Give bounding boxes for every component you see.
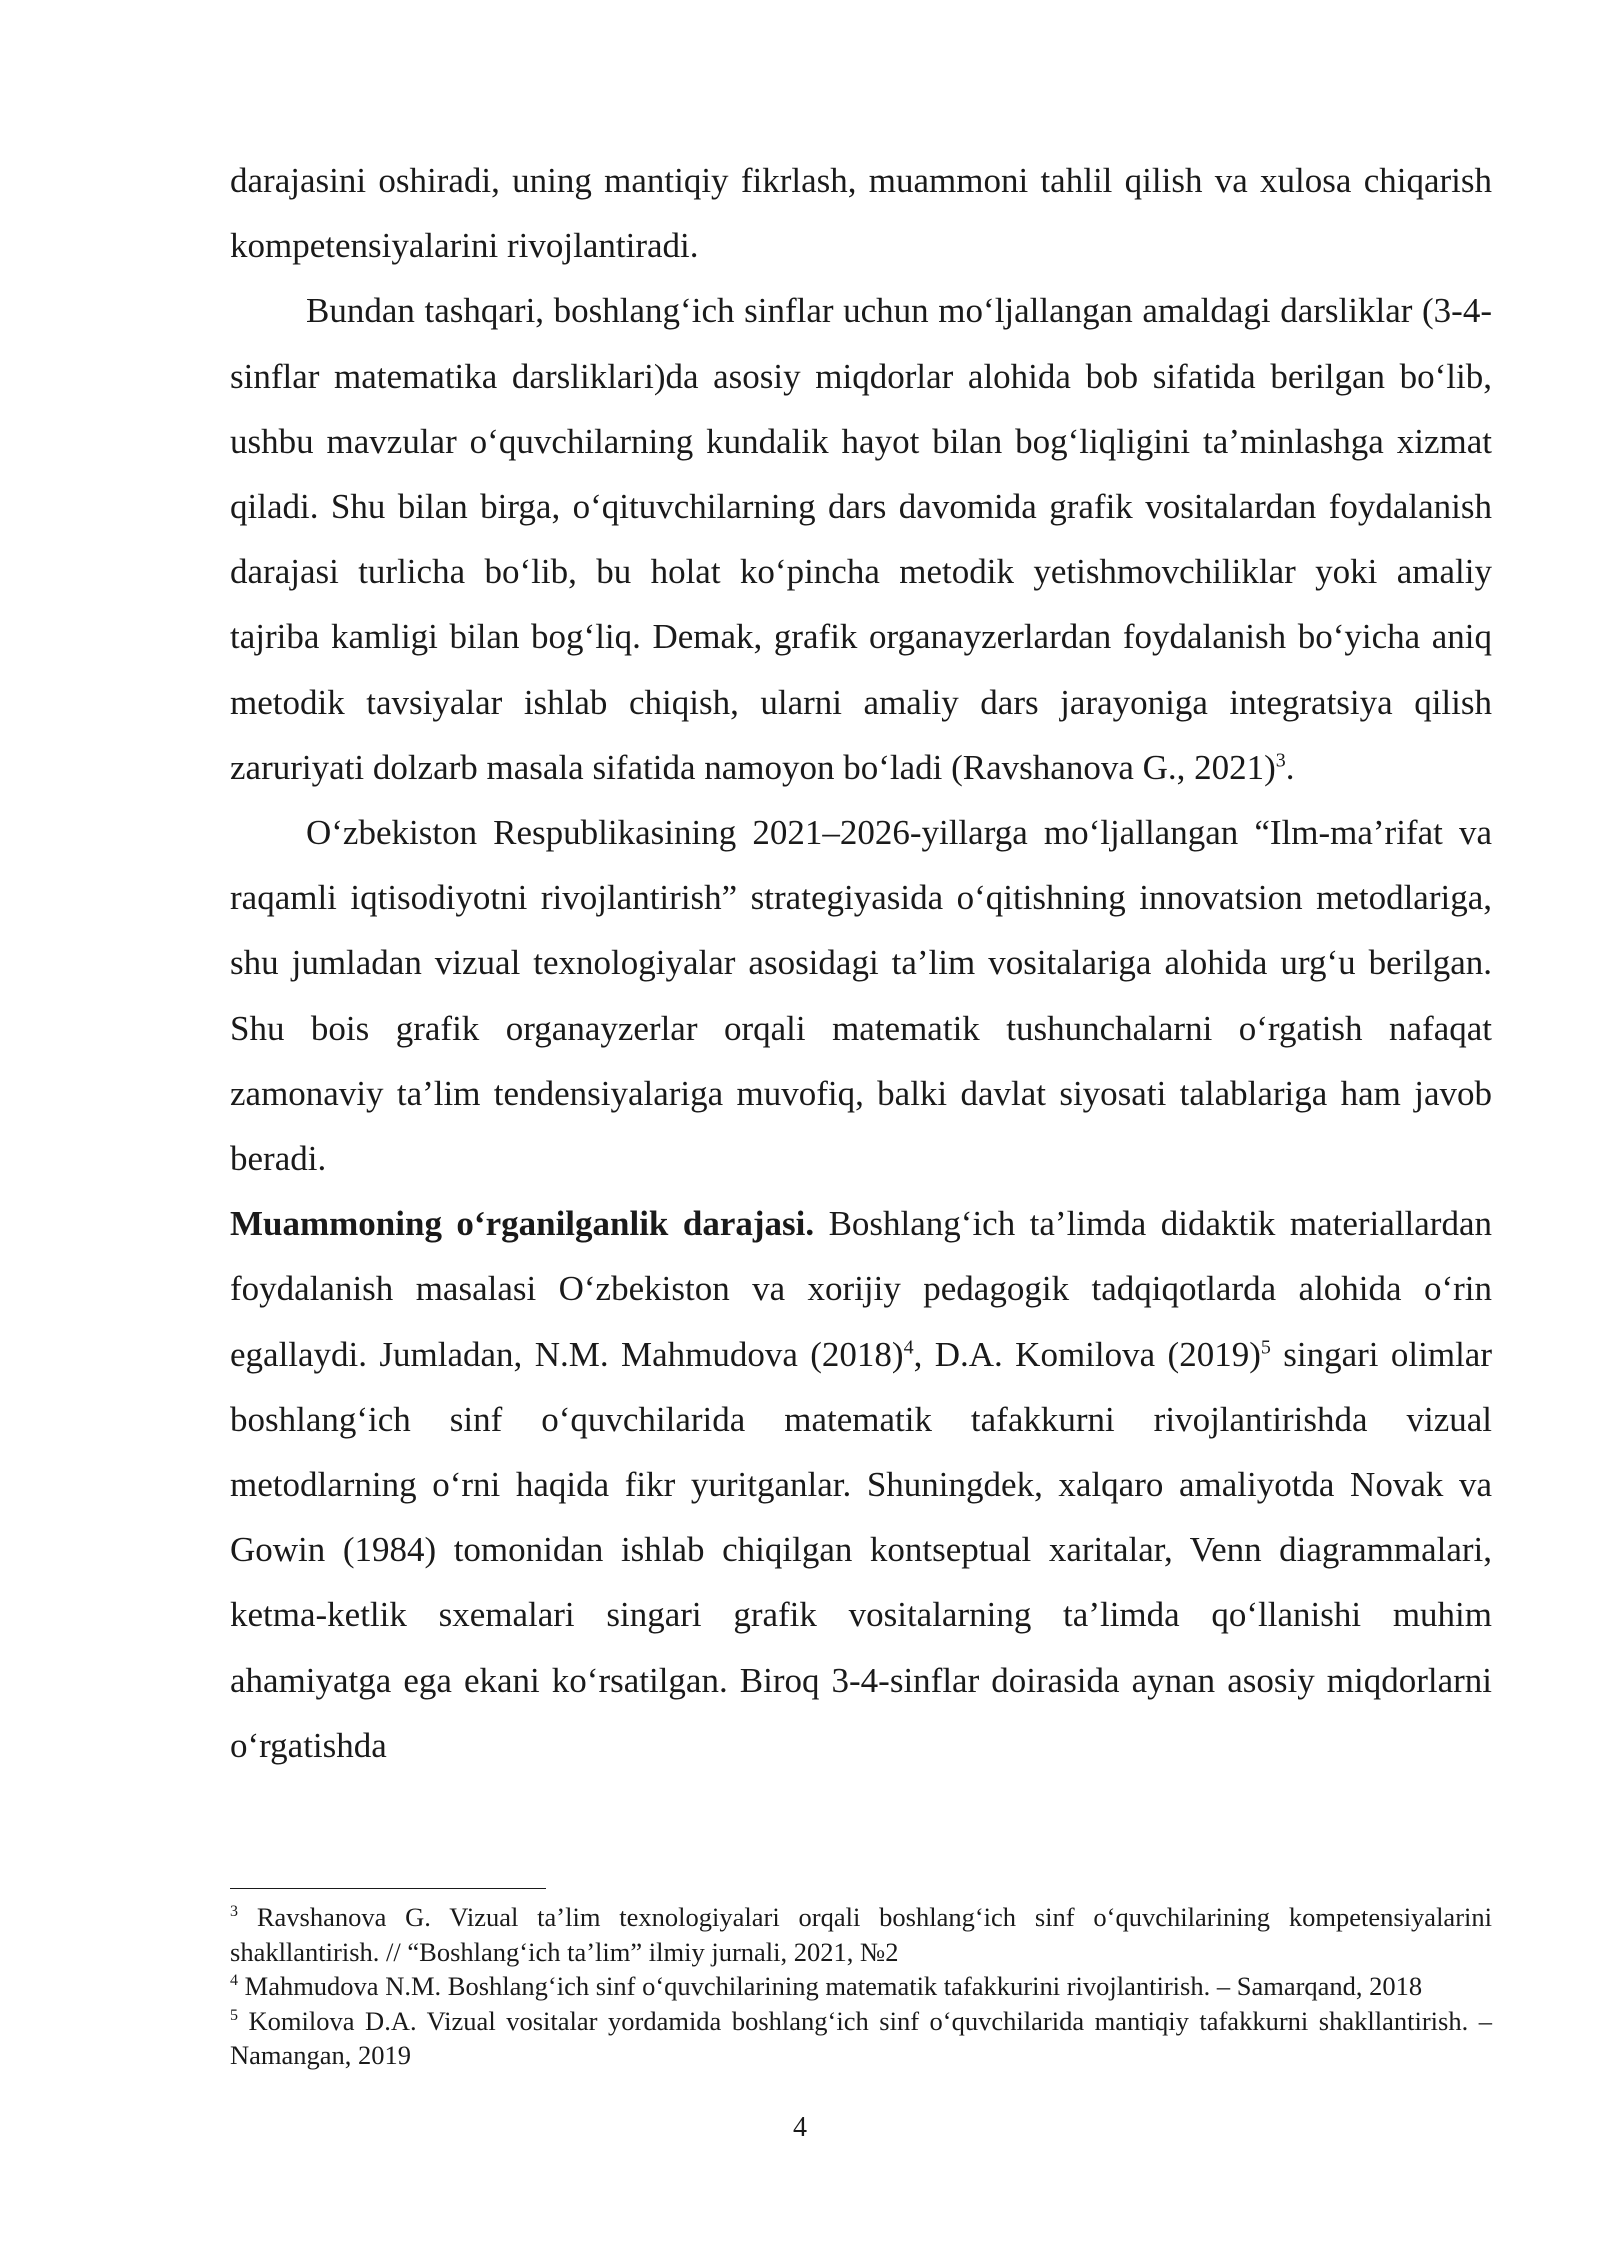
page-number: 4 — [793, 2112, 807, 2143]
footnote-mark: 3 — [230, 1903, 238, 1921]
paragraph-research-level — [230, 1191, 1492, 1778]
footnote — [230, 1900, 1492, 1969]
footnote — [230, 2004, 1492, 2073]
footnote — [230, 1969, 1492, 2004]
paragraph-text: , D.A. Komilova (2019) — [913, 1334, 1261, 1374]
footnote-text: Ravshanova G. Vizual ta’lim texnologiyalari orqali boshlang‘ich sinf o‘quvchilarining kompetensiyalarini shakllantirish. // “Boshlang‘ich ta’lim” ilmiy jurnali, 2021, №2 — [230, 1902, 1492, 1967]
paragraph-text: Bundan tashqari, boshlang‘ich sinflar uchun mo‘ljallangan amaldagi darsliklar (3-4-sinflar matematika darsliklari)da asosiy miqdorlar alohida bob sifatida berilgan bo‘lib, ushbu mavzular o‘quvchilarning kundalik hayot bilan bog‘liqligini ta’minlashga xizmat qiladi. Shu bilan birga, o‘qituvchilarning dars davomida grafik vositalardan foydalanish darajasi turlicha bo‘lib, bu holat ko‘pincha metodik yetishmovchiliklar yoki amaliy tajriba kamligi bilan bog‘liq. Demak, grafik organayzerlardan foydalanish bo‘yicha aniq metodik tavsiyalar ishlab chiqish, ularni amaliy dars jarayoniga integratsiya qilish zaruriyati dolzarb masala sifatida namoyon bo‘ladi (Ravshanova G., 2021) — [230, 291, 1492, 787]
footnote-reference[interactable]: 3 — [1275, 749, 1286, 772]
footnote-mark: 5 — [230, 2006, 238, 2024]
footnotes — [230, 1900, 1492, 2073]
paragraph-strategy — [230, 800, 1492, 1191]
paragraph-text: singari olimlar boshlang‘ich sinf o‘quvchilarida matematik tafakkurni rivojlantirishda vizual metodlarning o‘rni haqida fikr yuritganlar. Shuningdek, xalqaro amaliyotda Novak va Gowin (1984) tomonidan ishlab chiqilgan kontseptual xaritalar, Venn diagrammalari, ketma-ketlik sxemalari singari grafik vositalarning ta’limda qo‘llanishi muhim ahamiyatga ega ekani ko‘rsatilgan. Biroq 3-4-sinflar doirasida aynan asosiy miqdorlarni o‘rgatishda — [230, 1334, 1492, 1765]
footnote-reference[interactable]: 4 — [903, 1336, 914, 1358]
paragraph-text: Boshlang‘ich ta’limda didaktik materiallardan foydalanish masalasi O‘zbekiston va xorijiy pedagogik tadqiqotlarda alohida o‘rin egallaydi. Jumladan, N.M. Mahmudova (2018) — [230, 1204, 1492, 1374]
paragraph-text: darajasini oshiradi, uning mantiqiy fikrlash, muammoni tahlil qilish va xulosa chiqarish kompetensiyalarini rivojlantiradi. — [230, 161, 1492, 266]
footnote-mark: 4 — [230, 1972, 238, 1990]
paragraph-text-end: . — [1285, 747, 1295, 787]
paragraph-textbooks — [230, 278, 1492, 800]
footnote-text: Komilova D.A. Vizual vositalar yordamida boshlang‘ich sinf o‘quvchilarida mantiqiy tafakkurni shakllantirish. – Namangan, 2019 — [230, 2005, 1492, 2071]
footnote-reference[interactable]: 5 — [1260, 1336, 1271, 1358]
footnote-separator — [230, 1888, 546, 1889]
paragraph-continuation — [230, 148, 1492, 278]
body-text — [230, 148, 1492, 1778]
section-heading: Muammoning o‘rganilganlik darajasi. — [230, 1204, 815, 1244]
paragraph-text: O‘zbekiston Respublikasining 2021–2026-yillarga mo‘ljallangan “Ilm-ma’rifat va raqamli iqtisodiyotni rivojlantirish” strategiyasida o‘qitishning innovatsion metodlariga, shu jumladan vizual texnologiyalar asosidagi ta’lim vositalariga alohida urg‘u berilgan. Shu bois grafik organayzerlar orqali matematik tushunchalarni o‘rgatish nafaqat zamonaviy ta’lim tendensiyalariga muvofiq, balki davlat siyosati talablariga ham javob beradi. — [230, 813, 1492, 1179]
footnote-text: Mahmudova N.M. Boshlang‘ich sinf o‘quvchilarining matematik tafakkurini rivojlantirish. – Samarqand, 2018 — [238, 1971, 1423, 2002]
